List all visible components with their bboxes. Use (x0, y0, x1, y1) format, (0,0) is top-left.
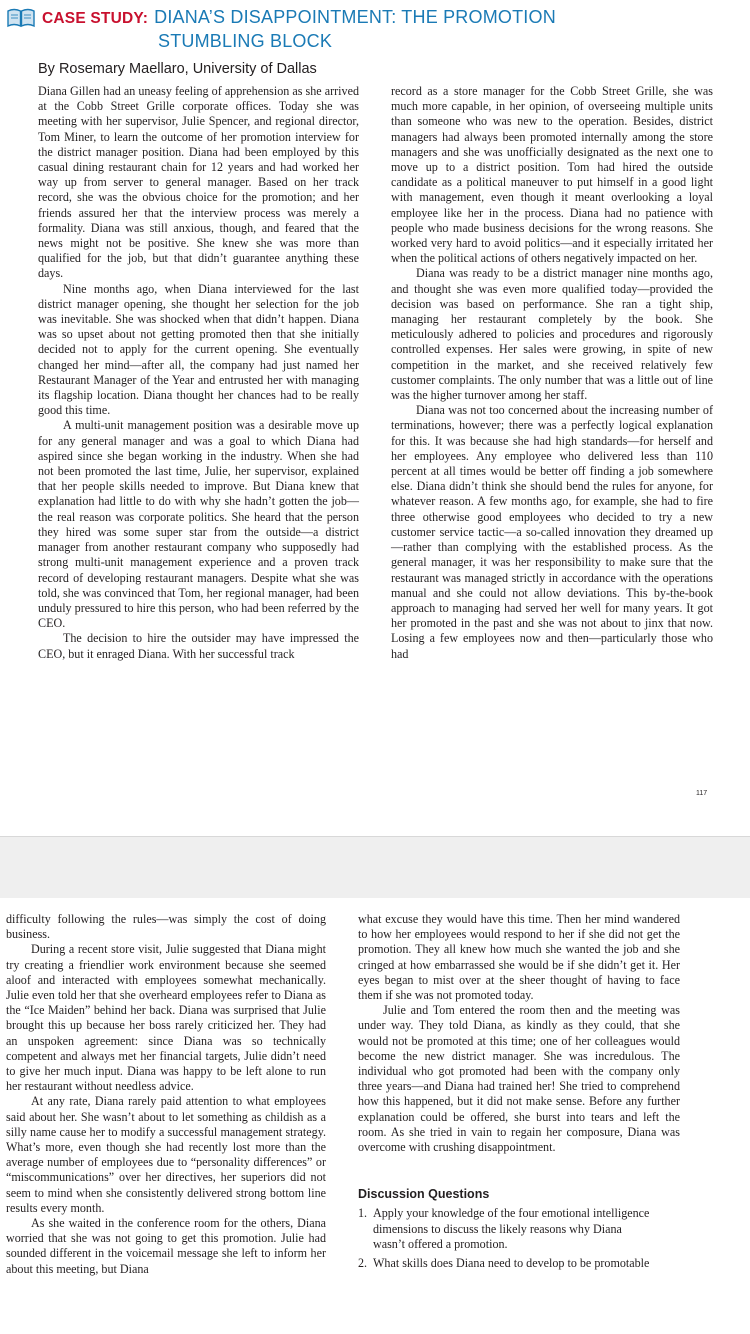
page-118 (0, 898, 750, 1334)
page-2-left-column (6, 912, 326, 1277)
paragraph: Diana was ready to be a district manager nine months ago, and thought she was even more qualified today—provided the decision was based on performance. She ran a tight ship, managing her restaurant completely by the book. She meticulously adhered to policies and procedures and rigorously controlled expenses. Her sales were growing, in spite of new competition in the market, and she received relatively few customer complaints. The only number that was a little out of line was the higher turnover among her staff. (391, 266, 713, 403)
paragraph: During a recent store visit, Julie suggested that Diana might try creating a friendlier work environment because she seemed aloof and interacted with employees somewhat mechanically. Julie even told her that she overheard employees refer to Diana as the “Ice Maiden” behind her back. Diana was surprised that Julie brought this up because her boss rarely criticized her. They had an unspoken agreement: since Diana was so technically competent and always met her financial targets, Julie didn’t need to give her much input. Diana was happy to be left alone to run her restaurant without needless advice. (6, 942, 326, 1094)
paragraph: Diana was not too concerned about the increasing number of terminations, however; there was a perfectly logical explanation for this. It was because she had high standards—for herself and her employees. Any employee who delivered less than 110 percent at all times would be better off finding a job somewhere else. Diana didn’t think she should bend the rules for anyone, for whatever reason. A few months ago, for example, she had to fire three otherwise good employees who decided to try a new customer service tactic—a so-called innovation they dreamed up—rather than complying with the established process. As the general manager, it was her responsibility to make sure that the restaurant was managed strictly in accordance with the operations manual and she could not allow deviations. This by-the-book approach to managing had served her well for many years. It got her promoted in the past and she was not about to jinx that now. Losing a few employees now and then—particularly those who had (391, 403, 713, 661)
case-study-label: CASE STUDY: (42, 10, 149, 27)
paragraph: record as a store manager for the Cobb Street Grille, she was much more capable, in her opinion, of overseeing multiple units than someone who was new to the operation. Besides, district managers had always been promoted internally among the store managers and she was unofficially designated as the next one to move up to a district position. Tom had hired the outside candidate as a political maneuver to put himself in a good light with management, even though it meant overlooking a loyal employee like her in the process. Diana had no patience with people who made business decisions for the wrong reasons. She worked very hard to avoid politics—and it especially irritated her when the political actions of others negatively impacted on her. (391, 84, 713, 266)
case-study-title (42, 6, 642, 53)
page-separator (0, 836, 750, 900)
discussion-question (358, 1206, 680, 1252)
open-book-icon (6, 8, 36, 28)
paragraph: Nine months ago, when Diana interviewed for the last district manager opening, she thought her selection for the job was inevitable. She was shocked when that didn’t happen. Diana was so upset about not getting promoted then that she initially decided not to apply for the current opening. She eventually changed her mind—after all, the company had just named her Restaurant Manager of the Year and entrusted her with managing its flagship location. Diana thought her chances had to be really good this time. (38, 281, 359, 418)
paragraph: difficulty following the rules—was simply the cost of doing business. (6, 912, 326, 942)
discussion-question (358, 1256, 680, 1271)
page-1-right-column (391, 84, 713, 662)
paragraph: A multi-unit management position was a desirable move up for any general manager and was a goal to which Diana had aspired since she began working in the industry. When she had not been promoted the last time, Julie, her supervisor, explained that her people skills needed to improve. But Diana knew that explanation had little to do with why she hadn’t gotten the job—the real reason was corporate politics. She heard that the person they hired was some super star from the outside—a district manager from another restaurant company who supposedly had strong multi-unit management experience and a proven track record of developing restaurant managers. Despite what she was told, she was convinced that Tom, her regional manager, had been unduly pressured to hire this person, who had been referred by the CEO. (38, 418, 359, 631)
question-text: What skills does Diana need to develop to be promotable (373, 1256, 650, 1271)
discussion-questions-heading: Discussion Questions (358, 1187, 490, 1202)
question-number: 2. (358, 1256, 368, 1271)
title-line-1: DIANA’S DISAPPOINTMENT: THE PROMOTION (154, 7, 556, 27)
paragraph: At any rate, Diana rarely paid attention to what employees said about her. She wasn’t about to let something as childish as a silly name cause her to modify a successful management strategy. What’s more, even though she had recently lost more than the average number of employees due to “personality differences” or “miscommunications” over her directives, her superiors did not seem to mind when she consistently delivered strong bottom line results every month. (6, 1094, 326, 1215)
paragraph: what excuse they would have this time. Then her mind wandered to how her employees would respond to her if she did not get the promotion. They all knew how much she wanted the job and she cringed at how embarrassed she would be if she didn’t get it. Her eyes began to mist over at the sheer thought of having to face them if she was not promoted today. (358, 912, 680, 1003)
author-byline: By Rosemary Maellaro, University of Dallas (38, 61, 317, 77)
page-2-right-column (358, 912, 680, 1271)
title-line-2: STUMBLING BLOCK (158, 31, 333, 51)
paragraph: The decision to hire the outsider may have impressed the CEO, but it enraged Diana. With her successful track (38, 631, 359, 661)
paragraph: As she waited in the conference room for the others, Diana worried that she was not going to get this promotion. Julie had sounded different in the voicemail message she left to inform her about this meeting, but Diana (6, 1216, 326, 1276)
page-1-left-column (38, 84, 359, 662)
question-text: Apply your knowledge of the four emotional intelligence dimensions to discuss the likely reasons why Diana wasn’t offered a promotion. (373, 1206, 650, 1251)
question-number: 1. (358, 1206, 368, 1221)
paragraph: Julie and Tom entered the room then and the meeting was under way. They told Diana, as kindly as they could, that she would not be promoted at this time; one of her colleagues would become the new district manager. She was incredulous. The individual who got promoted had been with the company only three years—and Diana had trained her! She tried to comprehend how this happened, but it did not make sense. Before any further explanation could be offered, she burst into tears and left the room. As she tried in vain to regain her composure, Diana was overcome with crushing disappointment. (358, 1003, 680, 1155)
page-number: 117 (696, 790, 708, 797)
paragraph: Diana Gillen had an uneasy feeling of apprehension as she arrived at the Cobb Street Grille corporate offices. Today she was meeting with her supervisor, Julie Spencer, and regional director, Tom Miner, to learn the outcome of her promotion interview for the district manager position. Diana had been employed by this casual dining restaurant chain for 12 years and had worked her way up from server to general manager. Based on her track record, she was the obvious choice for the promotion; and her friends assured her that the interview process was merely a formality. Diana was still anxious, though, and feared that the news might not be positive. She knew she was more than qualified for the job, but that didn’t guarantee anything these days. (38, 84, 359, 281)
